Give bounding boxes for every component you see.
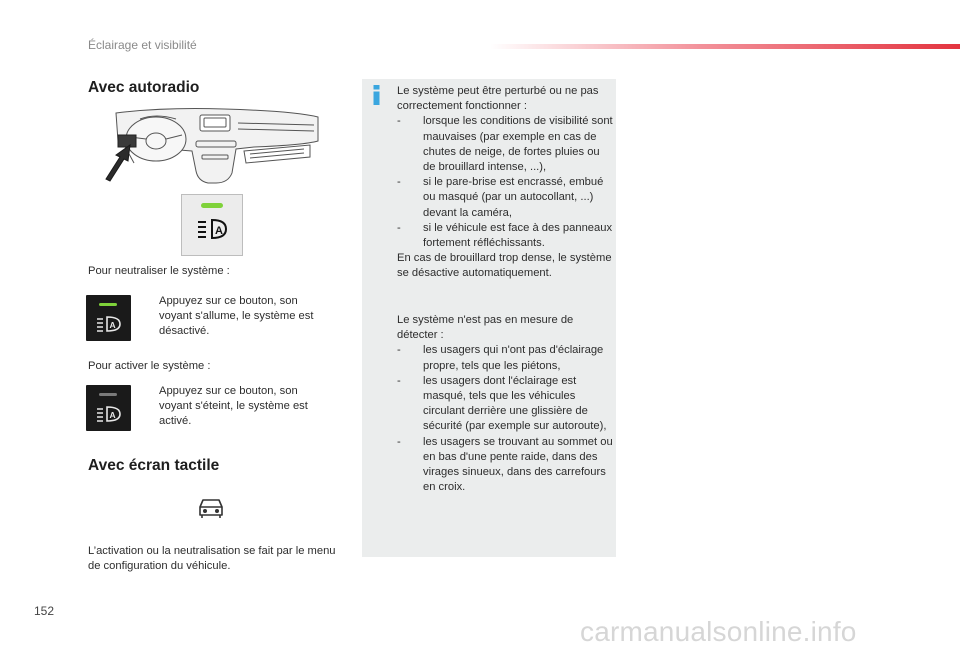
car-icon — [197, 497, 225, 519]
auto-high-beam-icon — [196, 217, 230, 241]
list-item: - les usagers dont l'éclairage est masqué, tels que les véhicules circulant derrière une glissière de sécurité (par exemple sur autoroute), — [397, 374, 607, 433]
neutralize-step — [143, 294, 333, 339]
activate-step — [143, 384, 333, 429]
info-block-2 — [397, 313, 613, 495]
list-item: - si le véhicule est face à des panneaux fortement réfléchissants. — [397, 221, 613, 250]
activate-step-text: Appuyez sur ce bouton, son voyant s'éteint, le système est activé. — [159, 385, 308, 427]
auto-high-beam-icon — [96, 405, 122, 423]
led-indicator — [201, 203, 223, 208]
auto-letter: A — [109, 320, 116, 330]
info-para-3: Le système n'est pas en mesure de détecter : — [397, 314, 574, 342]
auto-high-beam-tile — [181, 194, 243, 256]
led-off-indicator — [99, 393, 117, 396]
high-beam-button-on — [86, 295, 131, 341]
info-para-2: En cas de brouillard trop dense, le système se désactive automatiquement. — [397, 252, 612, 280]
auto-letter: A — [109, 410, 116, 420]
info-icon — [372, 85, 381, 105]
bullet-marker — [143, 294, 159, 339]
info-block-1 — [397, 84, 613, 282]
section-title: Éclairage et visibilité — [88, 38, 197, 52]
list-item: - si le pare-brise est encrassé, embué ou masqué (par un autocollant, ...) devant la caméra, — [397, 176, 604, 219]
neutralize-step-text: Appuyez sur ce bouton, son voyant s'allume, le système est désactivé. — [159, 295, 314, 337]
dashboard-illustration — [104, 105, 322, 185]
led-on-indicator — [99, 303, 117, 306]
neutralize-intro: Pour neutraliser le système : — [88, 265, 230, 277]
auto-letter: A — [215, 225, 223, 237]
list-item: - lorsque les conditions de visibilité sont mauvaises (par exemple en cas de chutes de neige, de fortes pluies ou de brouillard intense, ...), — [397, 115, 613, 174]
list-item: - les usagers qui n'ont pas d'éclairage propre, tels que les piétons, — [397, 344, 604, 372]
touchscreen-note: L’activation ou la neutralisation se fait par le menu de configuration du véhicule. — [88, 545, 336, 572]
heading-touchscreen: Avec écran tactile — [88, 457, 220, 474]
info-para-1: Le système peut être perturbé ou ne pas correctement fonctionner : — [397, 85, 599, 113]
list-item: - les usagers se trouvant au sommet ou en bas d'une pente raide, dans des virages sinueux, dans des carrefours en croix. — [397, 435, 613, 494]
watermark: carmanualsonline.info — [580, 616, 857, 647]
activate-intro: Pour activer le système : — [88, 360, 211, 372]
page-number: 152 — [34, 604, 55, 618]
header-accent-rule — [490, 44, 960, 49]
bullet-marker — [143, 384, 159, 429]
heading-autoradio: Avec autoradio — [88, 79, 200, 96]
high-beam-button-off — [86, 385, 131, 431]
auto-high-beam-icon — [96, 315, 122, 333]
